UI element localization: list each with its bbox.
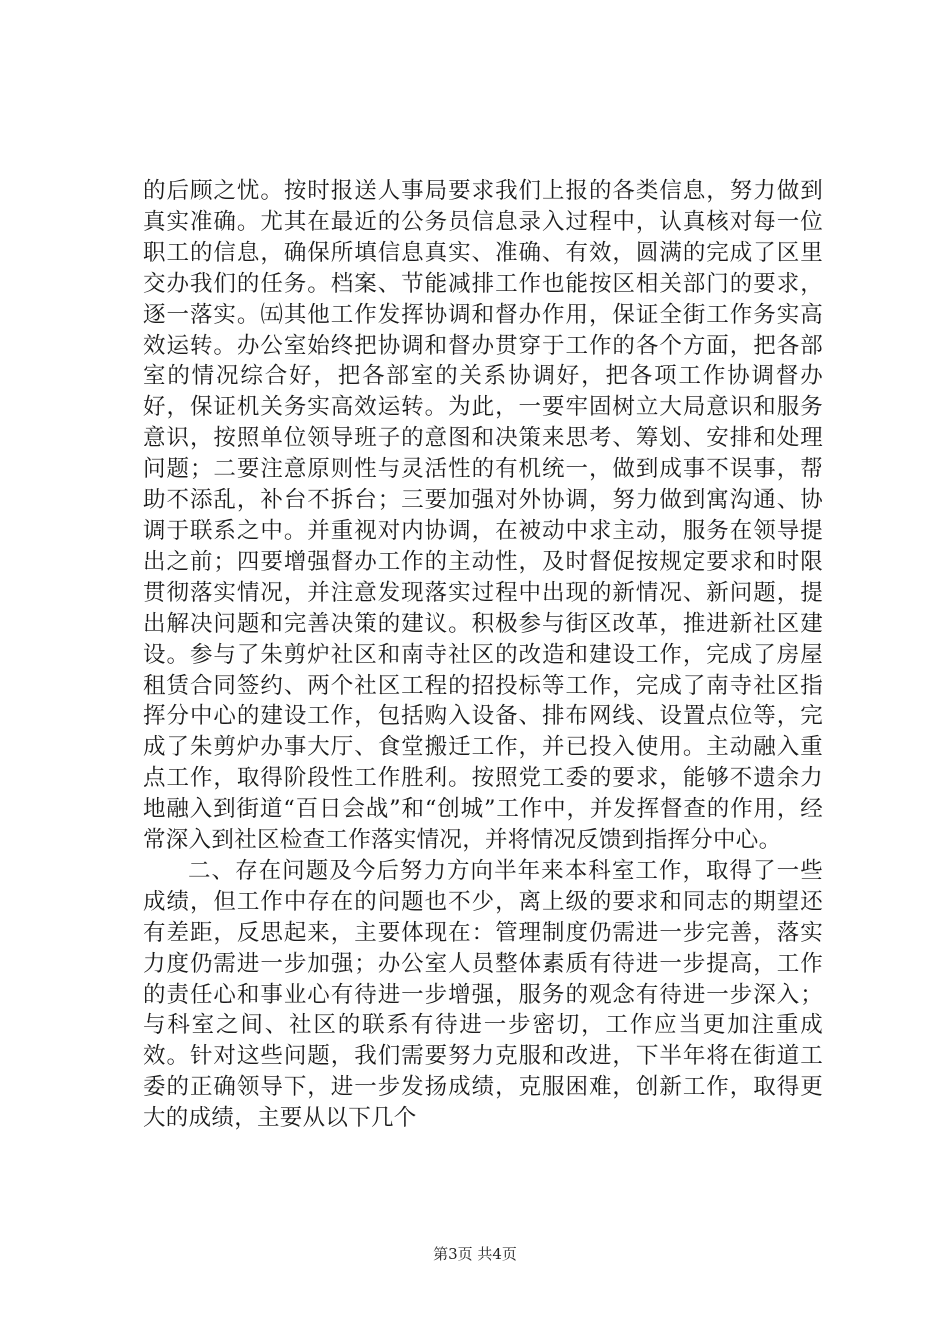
- document-body: [143, 176, 823, 1134]
- paragraph-1: 的后顾之忧。按时报送人事局要求我们上报的各类信息，努力做到真实准确。尤其在最近的公务员信息录入过程中，认真核对每一位职工的信息，确保所填信息真实、准确、有效，圆满的完成了区里交办我们的任务。档案、节能减排工作也能按区相关部门的要求，逐一落实。㈤其他工作发挥协调和督办作用，保证全街工作务实高效运转。办公室始终把协调和督办贯穿于工作的各个方面，把各部室的情况综合好，把各部室的关系协调好，把各项工作协调督办好，保证机关务实高效运转。为此，一要牢固树立大局意识和服务意识，按照单位领导班子的意图和决策来思考、筹划、安排和处理问题；二要注意原则性与灵活性的有机统一，做到成事不误事，帮助不添乱，补台不拆台；三要加强对外协调，努力做到寓沟通、协调于联系之中。并重视对内协调，在被动中求主动，服务在领导提出之前；四要增强督办工作的主动性，及时督促按规定要求和时限贯彻落实情况，并注意发现落实过程中出现的新情况、新问题，提出解决问题和完善决策的建议。积极参与街区改革，推进新社区建设。参与了朱剪炉社区和南寺社区的改造和建设工作，完成了房屋租赁合同签约、两个社区工程的招投标等工作，完成了南寺社区指挥分中心的建设工作，包括购入设备、排布网线、设置点位等，完成了朱剪炉办事大厅、食堂搬迁工作，并已投入使用。主动融入重点工作，取得阶段性工作胜利。按照党工委的要求，能够不遗余力地融入到街道“百日会战”和“创城”工作中，并发挥督查的作用，经常深入到社区检查工作落实情况，并将情况反馈到指挥分中心。: [143, 178, 823, 854]
- paragraph-2: 二、存在问题及今后努力方向半年来本科室工作，取得了一些成绩，但工作中存在的问题也不少，离上级的要求和同志的期望还有差距，反思起来，主要体现在：管理制度仍需进一步完善，落实力度仍需进一步加强；办公室人员整体素质有待进一步提高，工作的责任心和事业心有待进一步增强，服务的观念有待进一步深入；与科室之间、社区的联系有待进一步密切，工作应当更加注重成效。针对这些问题，我们需要努力克服和改进，下半年将在街道工委的正确领导下，进一步发扬成绩，克服困难，创新工作，取得更大的成绩，主要从以下几个: [143, 857, 823, 1132]
- page-footer: 第3页 共4页: [433, 1245, 517, 1263]
